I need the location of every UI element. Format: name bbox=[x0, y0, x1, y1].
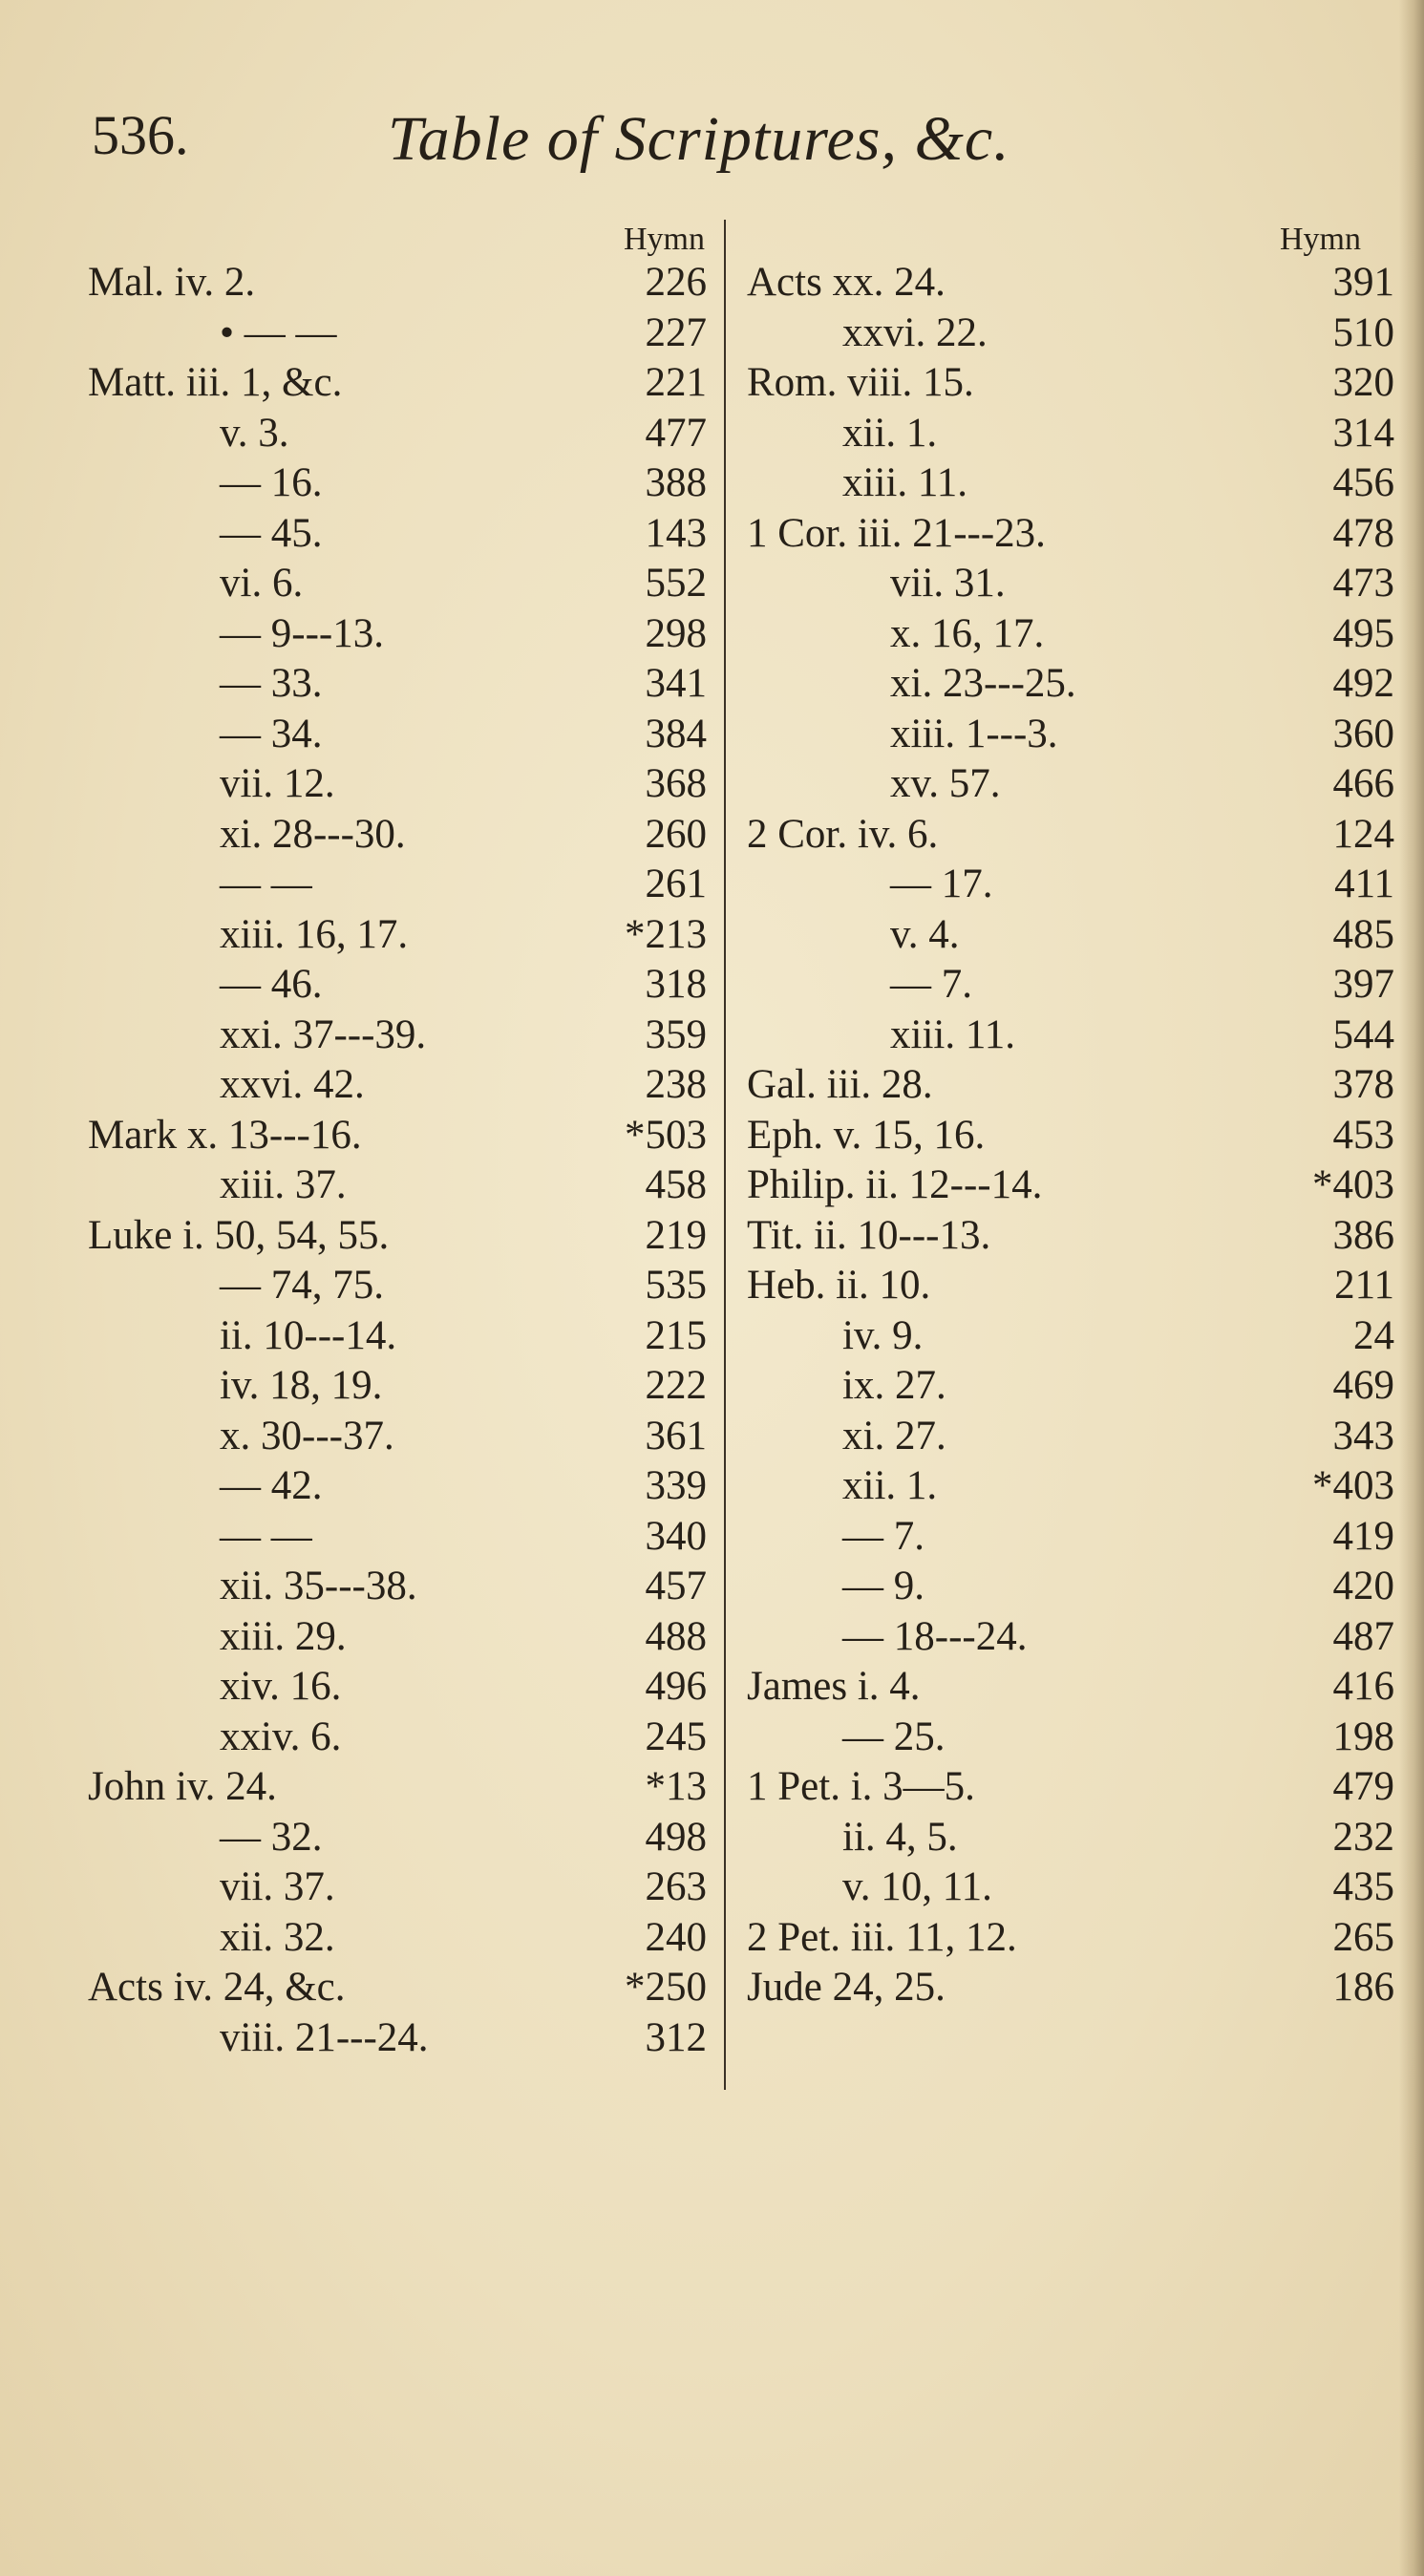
hymn-number: 411 bbox=[1334, 862, 1394, 906]
hymn-number: 232 bbox=[1332, 1814, 1394, 1860]
scripture-reference: Tit. ii. 10---13. bbox=[747, 1212, 991, 1258]
scripture-reference: Acts iv. 24, &c. bbox=[88, 1965, 346, 2010]
scripture-reference: — 25. bbox=[842, 1714, 946, 1759]
index-row bbox=[726, 1762, 1424, 1813]
scripture-reference: — 17. bbox=[890, 862, 993, 906]
scripture-reference: xiii. 37. bbox=[220, 1162, 347, 1207]
hymn-number: 466 bbox=[1332, 761, 1394, 806]
index-row bbox=[726, 1813, 1424, 1863]
hymn-number: 535 bbox=[645, 1263, 707, 1308]
hymn-number: 368 bbox=[645, 761, 707, 806]
hymn-number: 238 bbox=[645, 1062, 707, 1107]
index-row bbox=[0, 810, 726, 861]
index-row bbox=[726, 1311, 1424, 1362]
hymn-number: 453 bbox=[1332, 1112, 1394, 1158]
scripture-reference: Philip. ii. 12---14. bbox=[747, 1162, 1043, 1207]
scripture-reference: — 32. bbox=[220, 1814, 323, 1860]
index-row bbox=[0, 1562, 726, 1612]
scripture-reference: 1 Cor. iii. 21---23. bbox=[747, 510, 1046, 556]
scripture-reference: v. 4. bbox=[890, 911, 960, 957]
index-row bbox=[726, 509, 1424, 560]
hymn-number: 143 bbox=[645, 510, 707, 556]
index-row bbox=[726, 1060, 1424, 1111]
hymn-number: 384 bbox=[645, 711, 707, 756]
scripture-reference: vi. 6. bbox=[220, 561, 304, 606]
scripture-reference: — 9---13. bbox=[220, 610, 384, 656]
page-header bbox=[92, 103, 1333, 189]
hymn-number: 469 bbox=[1332, 1363, 1394, 1408]
hymn-number: 320 bbox=[1332, 360, 1394, 405]
hymn-number: 552 bbox=[645, 561, 707, 606]
index-row bbox=[0, 960, 726, 1011]
index-row bbox=[0, 1762, 726, 1813]
scripture-reference: — 34. bbox=[220, 711, 323, 756]
index-row bbox=[0, 1060, 726, 1111]
index-row bbox=[0, 1461, 726, 1512]
hymn-number: 245 bbox=[645, 1714, 707, 1759]
hymn-number: 340 bbox=[645, 1513, 707, 1559]
hymn-number: 378 bbox=[1332, 1062, 1394, 1107]
hymn-number: 419 bbox=[1332, 1513, 1394, 1559]
index-row bbox=[0, 1361, 726, 1412]
scripture-reference: Gal. iii. 28. bbox=[747, 1062, 933, 1107]
hymn-number: 361 bbox=[645, 1413, 707, 1458]
scripture-reference: vii. 37. bbox=[220, 1864, 335, 1909]
scripture-reference: ix. 27. bbox=[842, 1363, 946, 1408]
index-row bbox=[0, 1963, 726, 2013]
hymn-number: 391 bbox=[1332, 260, 1394, 305]
hymn-number: 341 bbox=[645, 661, 707, 706]
index-row bbox=[726, 1512, 1424, 1563]
hymn-number: 416 bbox=[1332, 1664, 1394, 1709]
scripture-reference: xii. 1. bbox=[842, 1463, 938, 1508]
scripture-reference: iv. 9. bbox=[842, 1312, 924, 1358]
index-row bbox=[726, 1261, 1424, 1311]
hymn-number: 312 bbox=[645, 2014, 707, 2060]
scripture-reference: — — bbox=[220, 862, 312, 906]
hymn-number: 457 bbox=[645, 1564, 707, 1608]
scripture-reference: ii. 4, 5. bbox=[842, 1814, 958, 1860]
index-row bbox=[0, 509, 726, 560]
hymn-number: 215 bbox=[645, 1312, 707, 1358]
index-row bbox=[0, 1311, 726, 1362]
scripture-reference: Rom. viii. 15. bbox=[747, 360, 974, 405]
scripture-reference: — 18---24. bbox=[842, 1613, 1028, 1659]
index-row bbox=[0, 1612, 726, 1663]
scripture-reference: — 74, 75. bbox=[220, 1263, 384, 1308]
hymn-number: 221 bbox=[645, 360, 707, 405]
hymn-number: 492 bbox=[1332, 661, 1394, 706]
index-row bbox=[0, 1863, 726, 1913]
index-row bbox=[0, 1160, 726, 1211]
scripture-reference: xii. 32. bbox=[220, 1914, 335, 1960]
hymn-number: 211 bbox=[1334, 1263, 1394, 1308]
index-row bbox=[0, 1011, 726, 1061]
hymn-number: 359 bbox=[645, 1011, 707, 1057]
hymn-number: 240 bbox=[645, 1914, 707, 1960]
hymn-number: 487 bbox=[1332, 1613, 1394, 1659]
scripture-reference: xxvi. 42. bbox=[220, 1062, 365, 1107]
index-row bbox=[726, 609, 1424, 660]
hymn-number: 456 bbox=[1332, 460, 1394, 505]
index-row bbox=[726, 409, 1424, 459]
index-row bbox=[726, 1713, 1424, 1763]
running-title: Table of Scriptures, &c. bbox=[388, 104, 1010, 174]
index-row bbox=[726, 1863, 1424, 1913]
scripture-reference: xii. 35---38. bbox=[220, 1564, 417, 1608]
index-row bbox=[0, 1512, 726, 1563]
scripture-reference: xiv. 16. bbox=[220, 1664, 342, 1709]
index-row bbox=[726, 759, 1424, 810]
hymn-number: 496 bbox=[645, 1664, 707, 1709]
scripture-reference: xi. 28---30. bbox=[220, 811, 406, 857]
index-row bbox=[726, 860, 1424, 910]
scripture-reference: — — bbox=[220, 1513, 312, 1559]
scripture-reference: xiii. 16, 17. bbox=[220, 911, 409, 957]
index-row bbox=[726, 1160, 1424, 1211]
index-row bbox=[726, 1612, 1424, 1663]
index-row bbox=[726, 458, 1424, 509]
scripture-reference: iv. 18, 19. bbox=[220, 1363, 383, 1408]
scripture-reference: xi. 27. bbox=[842, 1413, 946, 1458]
index-row bbox=[726, 1361, 1424, 1412]
scripture-reference: — 7. bbox=[890, 962, 972, 1007]
hymn-number: *403 bbox=[1312, 1463, 1394, 1508]
scripture-reference: ii. 10---14. bbox=[220, 1312, 397, 1358]
page-number: 536. bbox=[92, 104, 189, 166]
index-row bbox=[726, 1461, 1424, 1512]
hymn-number: *213 bbox=[625, 911, 707, 957]
scripture-reference: 2 Cor. iv. 6. bbox=[747, 811, 939, 857]
scripture-reference: — 42. bbox=[220, 1463, 323, 1508]
index-row bbox=[0, 1662, 726, 1713]
index-row bbox=[0, 910, 726, 961]
index-row bbox=[726, 810, 1424, 861]
scripture-reference: James i. 4. bbox=[747, 1664, 921, 1709]
scripture-reference: Eph. v. 15, 16. bbox=[747, 1112, 986, 1158]
scripture-reference: xi. 23---25. bbox=[890, 661, 1076, 706]
index-row bbox=[0, 458, 726, 509]
index-row bbox=[0, 659, 726, 710]
index-row bbox=[0, 258, 726, 309]
hymn-number: 386 bbox=[1332, 1212, 1394, 1258]
hymn-number: 227 bbox=[645, 309, 707, 355]
index-row bbox=[0, 710, 726, 760]
scripture-reference: Jude 24, 25. bbox=[747, 1965, 946, 2010]
hymn-number: 24 bbox=[1353, 1312, 1394, 1358]
hymn-number: 435 bbox=[1332, 1864, 1394, 1909]
scripture-reference: v. 3. bbox=[220, 410, 289, 456]
index-row bbox=[0, 1261, 726, 1311]
scripture-reference: Acts xx. 24. bbox=[747, 260, 946, 305]
index-row bbox=[0, 609, 726, 660]
hymn-number: 226 bbox=[645, 260, 707, 305]
index-row bbox=[0, 409, 726, 459]
scripture-reference: John iv. 24. bbox=[88, 1764, 277, 1809]
index-row bbox=[726, 358, 1424, 409]
hymn-number: 458 bbox=[645, 1162, 707, 1207]
scripture-reference: Matt. iii. 1, &c. bbox=[88, 360, 343, 405]
index-row bbox=[726, 258, 1424, 309]
hymn-number: 360 bbox=[1332, 711, 1394, 756]
scripture-reference: • — — bbox=[220, 309, 337, 355]
hymn-number: 265 bbox=[1332, 1914, 1394, 1960]
scripture-reference: 1 Pet. i. 3—5. bbox=[747, 1764, 975, 1809]
hymn-number: 477 bbox=[645, 410, 707, 456]
index-row bbox=[0, 309, 726, 359]
index-row bbox=[726, 710, 1424, 760]
index-row bbox=[726, 559, 1424, 609]
scripture-reference: x. 16, 17. bbox=[890, 610, 1045, 656]
index-row bbox=[726, 960, 1424, 1011]
scripture-reference: — 7. bbox=[842, 1513, 925, 1559]
hymn-number: 260 bbox=[645, 811, 707, 857]
hymn-number: 219 bbox=[645, 1212, 707, 1258]
scripture-reference: xiii. 11. bbox=[842, 460, 967, 505]
left-index-column bbox=[0, 258, 726, 2063]
index-row bbox=[0, 1412, 726, 1462]
index-row bbox=[726, 1913, 1424, 1964]
scripture-reference: Heb. ii. 10. bbox=[747, 1263, 931, 1308]
hymn-number: 343 bbox=[1332, 1413, 1394, 1458]
index-row bbox=[0, 1713, 726, 1763]
hymn-number: 498 bbox=[645, 1814, 707, 1860]
hymn-number: *403 bbox=[1312, 1162, 1394, 1207]
index-row bbox=[0, 2013, 726, 2064]
hymn-number: 222 bbox=[645, 1363, 707, 1408]
scripture-reference: xiii. 29. bbox=[220, 1613, 347, 1659]
hymn-number: *250 bbox=[625, 1965, 707, 2010]
index-row bbox=[726, 309, 1424, 359]
hymn-number: 261 bbox=[645, 862, 707, 906]
scripture-reference: xv. 57. bbox=[890, 761, 1001, 806]
scripture-reference: — 16. bbox=[220, 460, 323, 505]
scripture-reference: v. 10, 11. bbox=[842, 1864, 992, 1909]
hymn-number: *503 bbox=[625, 1112, 707, 1158]
index-row bbox=[726, 659, 1424, 710]
hymn-number: 186 bbox=[1332, 1965, 1394, 2010]
scripture-reference: — 45. bbox=[220, 510, 323, 556]
hymn-number: 479 bbox=[1332, 1764, 1394, 1809]
scripture-reference: xiii. 1---3. bbox=[890, 711, 1058, 756]
scripture-reference: — 33. bbox=[220, 661, 323, 706]
scripture-reference: Mal. iv. 2. bbox=[88, 260, 256, 305]
index-row bbox=[726, 1412, 1424, 1462]
hymn-number: 298 bbox=[645, 610, 707, 656]
index-row bbox=[0, 1211, 726, 1262]
index-row bbox=[0, 1913, 726, 1964]
hymn-number: 510 bbox=[1332, 309, 1394, 355]
index-row bbox=[726, 910, 1424, 961]
index-row bbox=[0, 759, 726, 810]
scripture-reference: Luke i. 50, 54, 55. bbox=[88, 1212, 390, 1258]
hymn-number: 198 bbox=[1332, 1714, 1394, 1759]
scripture-reference: viii. 21---24. bbox=[220, 2014, 429, 2060]
hymn-number: 420 bbox=[1332, 1564, 1394, 1608]
hymn-number: 314 bbox=[1332, 410, 1394, 456]
index-row bbox=[726, 1211, 1424, 1262]
scripture-reference: xiii. 11. bbox=[890, 1011, 1015, 1057]
hymn-number: 318 bbox=[645, 962, 707, 1007]
hymn-number: 473 bbox=[1332, 561, 1394, 606]
scripture-reference: 2 Pet. iii. 11, 12. bbox=[747, 1914, 1017, 1960]
hymn-number: 544 bbox=[1332, 1011, 1394, 1057]
index-row bbox=[0, 1111, 726, 1161]
hymn-number: 397 bbox=[1332, 962, 1394, 1007]
scripture-reference: Mark x. 13---16. bbox=[88, 1112, 362, 1158]
index-row bbox=[0, 358, 726, 409]
index-row bbox=[726, 1111, 1424, 1161]
scripture-reference: xxi. 37---39. bbox=[220, 1011, 427, 1057]
hymn-number: 495 bbox=[1332, 610, 1394, 656]
index-row bbox=[0, 559, 726, 609]
scripture-reference: — 46. bbox=[220, 962, 323, 1007]
hymn-number: 488 bbox=[645, 1613, 707, 1659]
scripture-reference: vii. 12. bbox=[220, 761, 335, 806]
hymn-number: 263 bbox=[645, 1864, 707, 1909]
index-row bbox=[726, 1963, 1424, 2013]
hymn-number: 124 bbox=[1332, 811, 1394, 857]
hymn-number: *13 bbox=[645, 1764, 707, 1809]
scripture-reference: — 9. bbox=[842, 1564, 925, 1608]
hymn-number: 388 bbox=[645, 460, 707, 505]
hymn-number: 485 bbox=[1332, 911, 1394, 957]
hymn-number: 339 bbox=[645, 1463, 707, 1508]
index-row bbox=[726, 1562, 1424, 1612]
index-row bbox=[0, 860, 726, 910]
scripture-reference: xii. 1. bbox=[842, 410, 938, 456]
hymn-column-heading-left: Hymn bbox=[624, 222, 705, 257]
index-row bbox=[726, 1662, 1424, 1713]
scripture-reference: xxvi. 22. bbox=[842, 309, 988, 355]
scripture-reference: xxiv. 6. bbox=[220, 1714, 342, 1759]
scripture-reference: x. 30---37. bbox=[220, 1413, 394, 1458]
scripture-reference: vii. 31. bbox=[890, 561, 1006, 606]
hymn-column-heading-right: Hymn bbox=[1280, 222, 1361, 257]
hymn-number: 478 bbox=[1332, 510, 1394, 556]
index-row bbox=[0, 1813, 726, 1863]
index-row bbox=[726, 1011, 1424, 1061]
right-index-column bbox=[726, 258, 1424, 2013]
